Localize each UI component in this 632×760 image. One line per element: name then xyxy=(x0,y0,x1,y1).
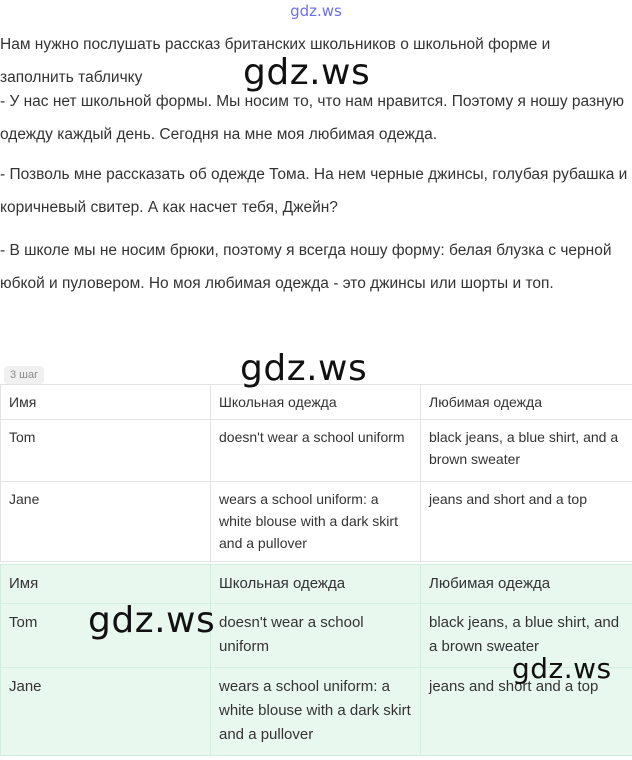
table-header-row xyxy=(1,385,632,420)
header-name: Имя xyxy=(1,565,211,604)
cell-school-clothes: doesn't wear a school uniform xyxy=(211,604,421,668)
cell-school-clothes: doesn't wear a school uniform xyxy=(211,420,421,482)
story-paragraph-2: - Позволь мне рассказать об одежде Тома. На нем черные джинсы, голубая рубашка и коричневый свитер. А как насчет тебя, Джейн? xyxy=(0,166,628,216)
watermark: gdz.ws xyxy=(240,348,368,389)
cell-favorite-clothes: black jeans, a blue shirt, and a brown sweater xyxy=(421,604,632,668)
intro-paragraph: Нам нужно послушать рассказ британских школьников о школьной форме и заполнить табличку xyxy=(0,36,551,86)
table-header-row xyxy=(1,565,632,604)
watermark: gdz.ws xyxy=(512,652,612,685)
cell-name: Tom xyxy=(1,420,211,482)
header-school-clothes: Школьная одежда xyxy=(211,385,421,420)
cell-school-clothes: wears a school uniform: a white blouse with a dark skirt and a pullover xyxy=(211,482,421,562)
header-favorite-clothes: Любимая одежда xyxy=(421,385,632,420)
header-school-clothes: Школьная одежда xyxy=(211,565,421,604)
story-paragraph-3: - В школе мы не носим брюки, поэтому я всегда ношу форму: белая блузка с черной юбкой и пуловером. Но моя любимая одежда - это джинсы или шорты и топ. xyxy=(0,242,612,292)
watermark: gdz.ws xyxy=(88,600,216,641)
cell-favorite-clothes: jeans and short and a top xyxy=(421,668,632,756)
watermark: gdz.ws xyxy=(243,52,371,93)
header-name: Имя xyxy=(1,385,211,420)
cell-name: Tom xyxy=(1,604,211,668)
step-badge: 3 шаг xyxy=(4,366,44,384)
site-header-link[interactable]: gdz.ws xyxy=(290,2,342,20)
story-paragraph-1: - У нас нет школьной формы. Мы носим то, что нам нравится. Поэтому я ношу разную одежду каждый день. Сегодня на мне моя любимая одежда. xyxy=(0,93,625,143)
answer-table-draft xyxy=(0,384,632,562)
cell-school-clothes: wears a school uniform: a white blouse with a dark skirt and a pullover xyxy=(211,668,421,756)
header-favorite-clothes: Любимая одежда xyxy=(421,565,632,604)
cell-name: Jane xyxy=(1,668,211,756)
table-row xyxy=(1,482,632,562)
table-row xyxy=(1,420,632,482)
cell-name: Jane xyxy=(1,482,211,562)
cell-favorite-clothes: jeans and short and a top xyxy=(421,482,632,562)
cell-favorite-clothes: black jeans, a blue shirt, and a brown sweater xyxy=(421,420,632,482)
